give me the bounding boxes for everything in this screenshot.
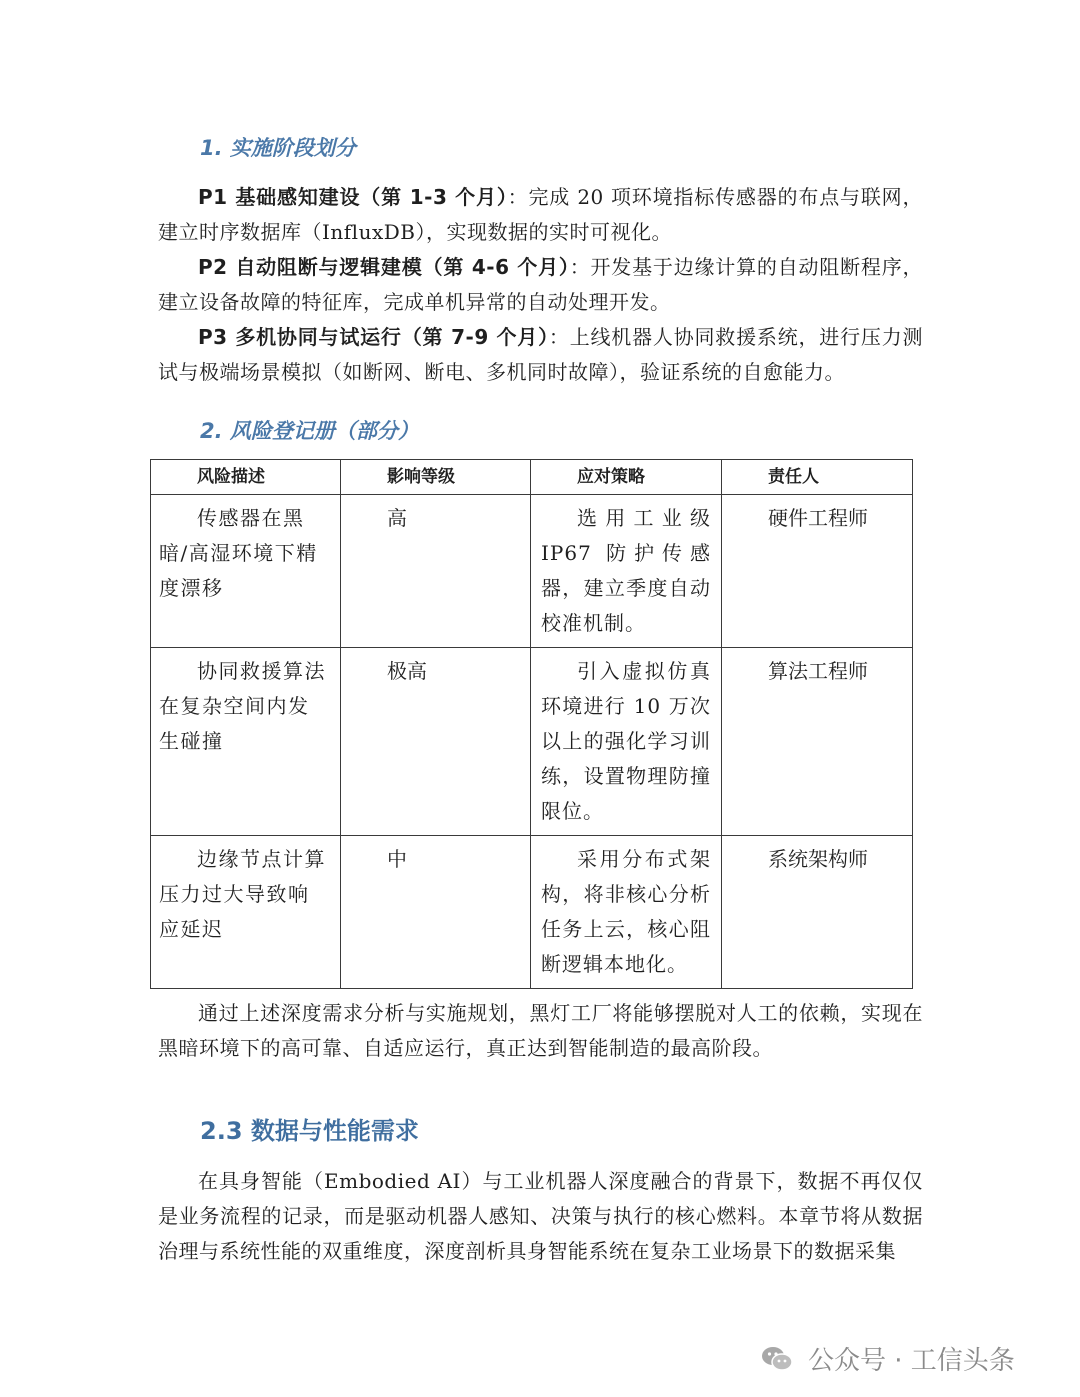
table-row bbox=[151, 648, 913, 836]
phase-p1 bbox=[158, 180, 923, 250]
phase-p2 bbox=[158, 250, 923, 320]
table-row bbox=[151, 495, 913, 648]
cell-strategy: 选用工业级 IP67 防护传感器，建立季度自动校准机制。 bbox=[531, 495, 722, 648]
cell-strategy: 采用分布式架构，将非核心分析任务上云，核心阻断逻辑本地化。 bbox=[531, 836, 722, 989]
cell-risk-desc: 协同救援算法在复杂空间内发生碰撞 bbox=[151, 648, 341, 836]
cell-risk-desc: 边缘节点计算压力过大导致响应延迟 bbox=[151, 836, 341, 989]
cell-strategy: 引入虚拟仿真环境进行 10 万次以上的强化学习训练，设置物理防撞限位。 bbox=[531, 648, 722, 836]
watermark-text: 公众号 · 工信头条 bbox=[808, 1346, 1015, 1376]
phase-p3 bbox=[158, 320, 923, 390]
cell-owner: 系统架构师 bbox=[722, 836, 913, 989]
wechat-logo-icon bbox=[760, 1342, 794, 1376]
header-impact-level: 影响等级 bbox=[341, 460, 531, 495]
cell-risk-desc: 传感器在黑暗/高湿环境下精度漂移 bbox=[151, 495, 341, 648]
phase-label: P2 自动阻断与逻辑建模（第 4-6 个月） bbox=[198, 255, 570, 279]
header-owner: 责任人 bbox=[722, 460, 913, 495]
section-heading-phases: 1. 实施阶段划分 bbox=[200, 136, 356, 160]
header-strategy: 应对策略 bbox=[531, 460, 722, 495]
header-risk-desc: 风险描述 bbox=[151, 460, 341, 495]
conclusion-paragraph: 通过上述深度需求分析与实施规划，黑灯工厂将能够摆脱对人工的依赖，实现在黑暗环境下的高可靠、自适应运行，真正达到智能制造的最高阶段。 bbox=[158, 1001, 923, 1060]
cell-impact-level: 中 bbox=[341, 836, 531, 989]
table-header-row bbox=[151, 460, 913, 495]
section-heading-risk: 2. 风险登记册（部分） bbox=[200, 419, 419, 443]
phase-text: ：上线机器人协同救援系统，进行压力测试与极端场景模拟（如断网、断电、多机同时故障），验证系统的自愈能力。 bbox=[158, 325, 924, 384]
cell-owner: 硬件工程师 bbox=[722, 495, 913, 648]
cell-owner: 算法工程师 bbox=[722, 648, 913, 836]
phase-label: P1 基础感知建设（第 1-3 个月） bbox=[198, 185, 508, 209]
risk-register-table bbox=[150, 459, 913, 989]
table-row bbox=[151, 836, 913, 989]
section-heading-data-performance: 2.3 数据与性能需求 bbox=[200, 1117, 419, 1145]
phase-text: ：完成 20 项环境指标传感器的布点与联网，建立时序数据库（InfluxDB），实现数据的实时可视化。 bbox=[158, 185, 923, 244]
phase-label: P3 多机协同与试运行（第 7-9 个月） bbox=[198, 325, 549, 349]
intro-paragraph: 在具身智能（Embodied AI）与工业机器人深度融合的背景下，数据不再仅仅是业务流程的记录，而是驱动机器人感知、决策与执行的核心燃料。本章节将从数据治理与系统性能的双重维度，深度剖析具身智能系统在复杂工业场景下的数据采集 bbox=[158, 1169, 923, 1263]
watermark bbox=[760, 1340, 1015, 1377]
cell-impact-level: 高 bbox=[341, 495, 531, 648]
phase-text: ：开发基于边缘计算的自动阻断程序，建立设备故障的特征库，完成单机异常的自动处理开发。 bbox=[158, 255, 923, 314]
cell-impact-level: 极高 bbox=[341, 648, 531, 836]
